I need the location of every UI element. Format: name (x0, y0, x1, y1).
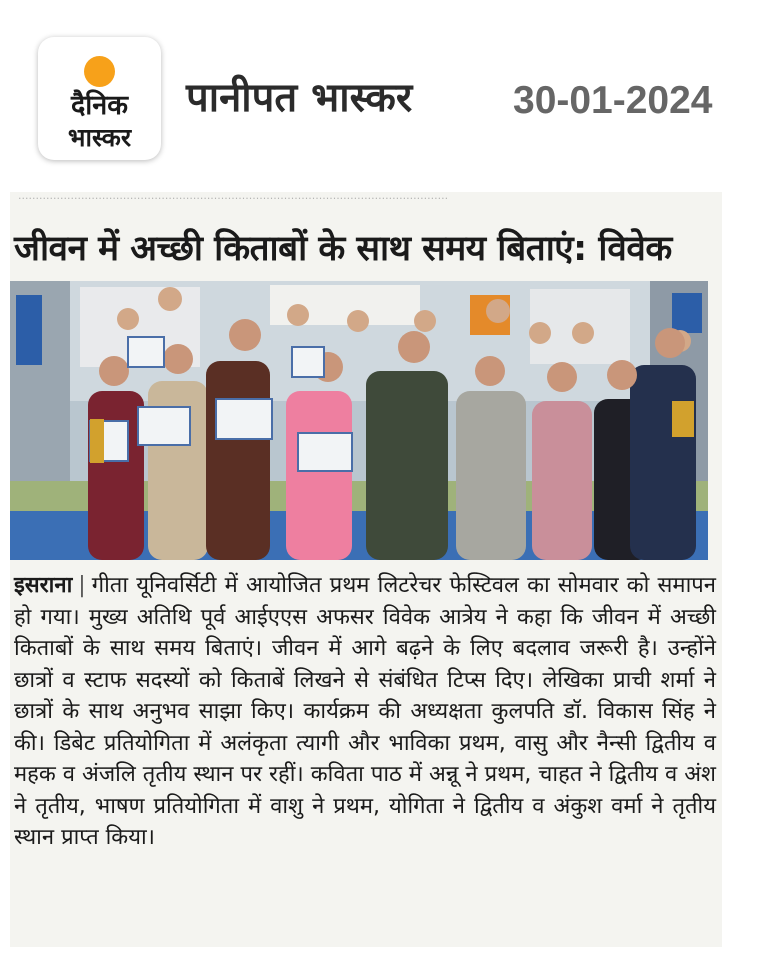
dateline-separator: | (78, 573, 86, 598)
news-clipping (10, 192, 722, 947)
group-photo (10, 281, 708, 560)
article-body (14, 570, 716, 854)
article-headline: जीवन में अच्छी किताबों के साथ समय बिताएं: विवेक (14, 229, 672, 269)
sun-icon (84, 56, 115, 87)
article-dateline: इसराना (14, 573, 73, 598)
article-body-text: गीता यूनिवर्सिटी में आयोजित प्रथम लिटरेचर फेस्टिवल का सोमवार को समापन हो गया। मुख्य अतिथि पूर्व आईएएस अफसर विवेक आत्रेय ने कहा कि जीवन में अच्छी किताबों के साथ समय बिताएं। जीवन में आगे बढ़ने के लिए बदलाव जरूरी है। उन्होंने छात्रों व स्टाफ सदस्यों को किताबें लिखने से संबंधित टिप्स दिए। लेखिका प्राची शर्मा ने छात्रों के साथ अनुभव साझा किए। कार्यक्रम की अध्यक्षता कुलपति डॉ. विकास सिंह ने की। डिबेट प्रतियोगिता में अलंकृता त्यागी और भाविका प्रथम, वासु और नैन्सी द्वितीय व महक व अंजलि तृतीय स्थान पर रहीं। कविता पाठ में अन्नू ने प्रथम, चाहत ने द्वितीय व अंश ने तृतीय, भाषण प्रतियोगिता में वाशु ने प्रथम, योगिता ने द्वितीय व अंकुश वर्मा ने तृतीय स्थान प्राप्त किया। (14, 573, 716, 850)
cut-off-text-strip: ··························································································································· (18, 192, 449, 205)
logo-text-line1: दैनिक (70, 90, 129, 121)
edition-date: 30-01-2024 (513, 79, 713, 122)
dainik-bhaskar-logo (38, 37, 161, 160)
newspaper-header (0, 0, 778, 180)
logo-text-line2: भास्कर (67, 123, 132, 152)
group-photo-illustration (10, 281, 708, 560)
edition-name: पानीपत भास्कर (186, 75, 413, 121)
